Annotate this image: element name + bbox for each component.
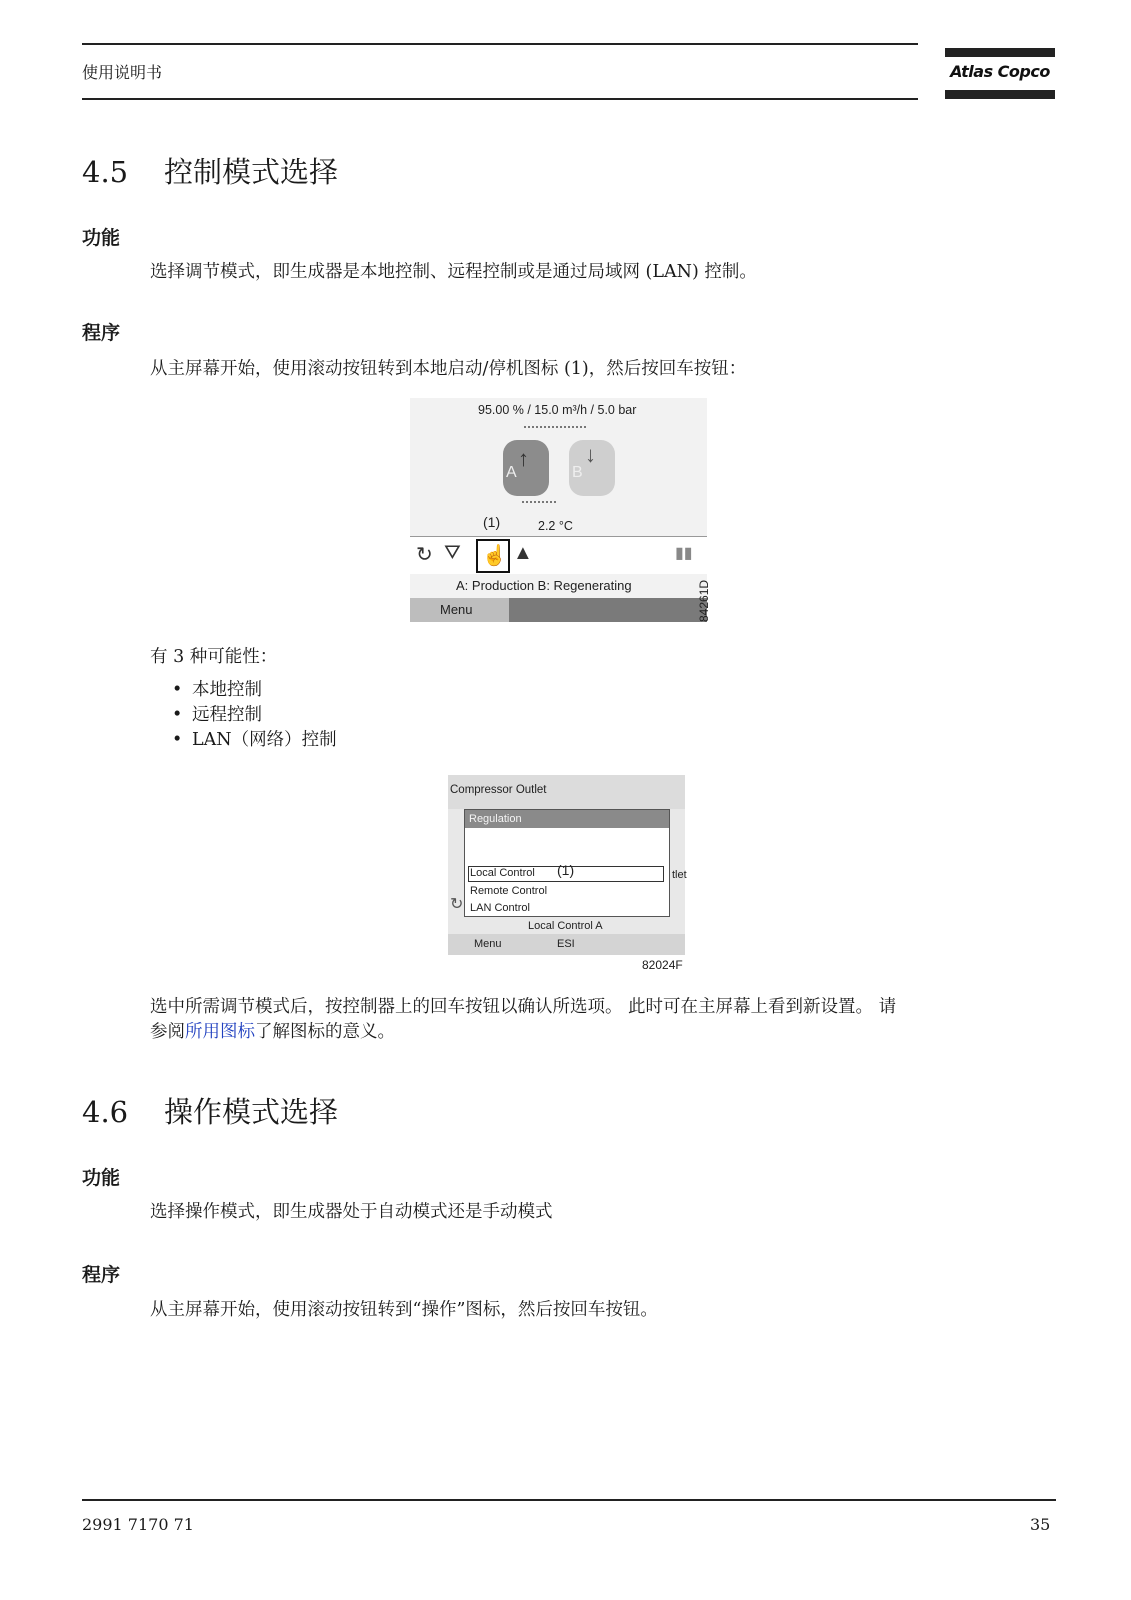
section-title: 操作模式选择	[164, 1095, 339, 1129]
section-number: 4.6	[82, 1095, 129, 1129]
confirm-text-line2	[150, 1020, 395, 1045]
option-local-control[interactable]: Local Control	[470, 867, 535, 879]
list-item: • 远程控制	[172, 703, 337, 728]
function-text: 选择调节模式，即生成器是本地控制、远程控制或是通过局域网 (LAN) 控制。	[150, 262, 757, 282]
function-text: 选择操作模式，即生成器处于自动模式还是手动模式	[150, 1202, 553, 1222]
marker-1: (1)	[483, 514, 501, 530]
flow-dots-bottom	[522, 501, 556, 503]
controller-home-screenshot	[410, 398, 711, 622]
top-bar-title: Compressor Outlet	[450, 784, 547, 796]
current-mode: Local Control A	[528, 920, 603, 932]
function-heading: 功能	[82, 227, 121, 249]
esi-button[interactable]: ESI	[557, 938, 575, 950]
temperature-readout: 2.2 °C	[538, 519, 573, 533]
arrow-up-icon: ↑	[518, 446, 529, 471]
option-remote-control[interactable]: Remote Control	[470, 885, 548, 897]
confirm-suffix: 了解图标的意义。	[255, 1022, 395, 1042]
manual-title: 使用说明书	[82, 63, 163, 82]
header-bottom-rule	[82, 98, 918, 100]
section-title: 控制模式选择	[164, 155, 339, 189]
water-drop-icon[interactable]: ⛛	[444, 542, 461, 564]
confirm-prefix: 参阅	[150, 1022, 185, 1042]
procedure-heading: 程序	[82, 1264, 121, 1286]
possibilities-intro: 有 3 种可能性：	[150, 647, 278, 667]
regulation-menu-screenshot	[448, 775, 685, 955]
tank-b-label: B	[572, 464, 583, 481]
marker-1: (1)	[557, 862, 575, 878]
option-lan-control[interactable]: LAN Control	[470, 902, 530, 914]
section-4-5-heading	[82, 150, 338, 191]
header-top-rule	[82, 43, 918, 45]
panel-title: Regulation	[469, 813, 522, 825]
confirm-text-line1: 选中所需调节模式后，按控制器上的回车按钮以确认所选项。 此时可在主屏幕上看到新设置。 请	[150, 997, 897, 1017]
icons-used-link[interactable]: 所用图标	[185, 1022, 255, 1042]
menu-button[interactable]: Menu	[474, 938, 502, 950]
section-number: 4.5	[82, 155, 129, 189]
refresh-icon[interactable]: ↻	[416, 544, 433, 566]
footer-rule	[82, 1499, 1056, 1501]
document-number: 2991 7170 71	[82, 1515, 194, 1534]
mountain-warning-icon[interactable]: ▲	[513, 542, 533, 564]
refresh-icon: ↻	[450, 896, 464, 913]
tank-a-label: A	[506, 464, 517, 481]
status-readout: 95.00 % / 15.0 m³/h / 5.0 bar	[478, 403, 637, 417]
side-fragment: tlet	[672, 869, 687, 881]
atlas-copco-logo	[945, 48, 1055, 102]
page-number: 35	[1030, 1515, 1051, 1534]
arrow-down-icon: ↓	[585, 442, 596, 467]
production-status: A: Production B: Regenerating	[456, 578, 632, 593]
menu-button-label: Menu	[440, 602, 473, 617]
function-heading: 功能	[82, 1167, 121, 1189]
procedure-heading: 程序	[82, 322, 121, 344]
list-item: • LAN（网络）控制	[172, 728, 337, 753]
flow-dots-top	[524, 426, 586, 428]
procedure-text: 从主屏幕开始，使用滚动按钮转到本地启动/停机图标 (1)，然后按回车按钮：	[150, 359, 747, 379]
list-item: • 本地控制	[172, 678, 337, 703]
section-4-6-heading	[82, 1090, 338, 1131]
procedure-text: 从主屏幕开始，使用滚动按钮转到“操作”图标，然后按回车按钮。	[150, 1300, 658, 1320]
figure-code: 82024F	[642, 958, 683, 972]
dryer-status-icon: ▮▮	[675, 545, 693, 562]
possibilities-list	[172, 678, 337, 753]
figure-code: 84261D	[697, 579, 711, 622]
hand-local-control-icon[interactable]: ☝	[482, 545, 507, 567]
logo-wordmark: Atlas Copco	[950, 62, 1050, 81]
